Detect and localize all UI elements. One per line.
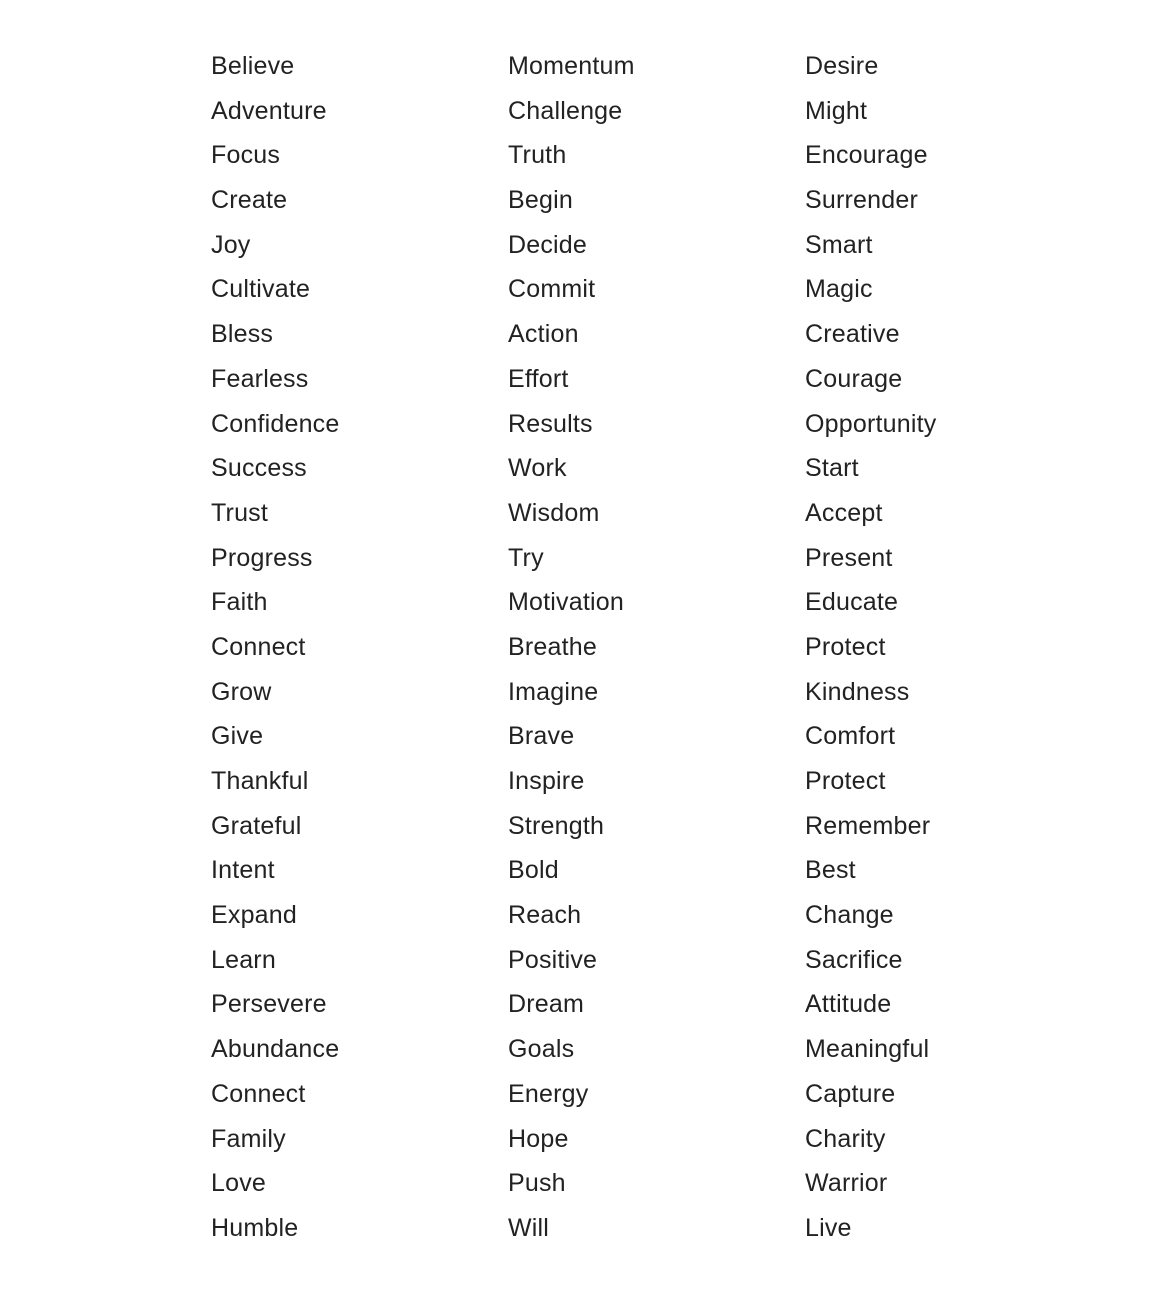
word-item: Attitude bbox=[805, 990, 892, 1019]
word-item: Believe bbox=[211, 52, 295, 80]
word-item: Begin bbox=[508, 186, 573, 215]
word-item: Change bbox=[805, 901, 894, 930]
word-item: Joy bbox=[211, 230, 251, 259]
word-item: Imagine bbox=[508, 677, 599, 706]
word-item: Might bbox=[805, 96, 868, 125]
word-item: Educate bbox=[805, 588, 899, 617]
word-item: Thankful bbox=[211, 767, 309, 795]
word-item: Love bbox=[211, 1169, 267, 1198]
word-item: Goals bbox=[508, 1035, 575, 1064]
word-item: Positive bbox=[508, 945, 598, 974]
word-item: Connect bbox=[211, 1079, 306, 1108]
word-item: Capture bbox=[805, 1079, 896, 1108]
word-item: Meaningful bbox=[805, 1035, 930, 1064]
word-item: Confidence bbox=[211, 409, 340, 438]
word-item: Decide bbox=[508, 230, 588, 259]
word-item: Wisdom bbox=[508, 498, 600, 527]
word-item: Breathe bbox=[508, 632, 597, 661]
word-item: Surrender bbox=[805, 186, 918, 215]
word-item: Effort bbox=[508, 364, 569, 393]
word-item: Results bbox=[508, 409, 593, 438]
word-column-1 bbox=[211, 44, 508, 1251]
word-item: Comfort bbox=[805, 722, 896, 751]
word-item: Persevere bbox=[211, 990, 327, 1019]
word-item: Dream bbox=[508, 990, 585, 1019]
word-item: Abundance bbox=[211, 1035, 340, 1064]
word-item: Connect bbox=[211, 632, 306, 661]
word-item: Commit bbox=[508, 275, 596, 304]
word-item: Creative bbox=[805, 320, 900, 349]
word-list bbox=[211, 44, 1102, 1251]
word-item: Smart bbox=[805, 230, 873, 259]
word-item: Push bbox=[508, 1169, 566, 1198]
word-item: Inspire bbox=[508, 767, 585, 795]
word-item: Learn bbox=[211, 945, 276, 974]
word-item: Courage bbox=[805, 364, 903, 393]
word-item: Brave bbox=[508, 722, 575, 751]
word-item: Fearless bbox=[211, 364, 309, 393]
word-item: Work bbox=[508, 454, 567, 483]
word-item: Humble bbox=[211, 1213, 299, 1242]
word-item: Bold bbox=[508, 856, 559, 885]
word-item: Motivation bbox=[508, 588, 624, 617]
word-item: Progress bbox=[211, 543, 313, 572]
word-item: Adventure bbox=[211, 96, 327, 125]
word-item: Success bbox=[211, 454, 307, 483]
word-item: Trust bbox=[211, 498, 269, 527]
word-item: Family bbox=[211, 1124, 286, 1153]
word-item: Intent bbox=[211, 856, 275, 885]
word-item: Remember bbox=[805, 811, 931, 840]
word-item: Action bbox=[508, 320, 579, 349]
word-item: Opportunity bbox=[805, 409, 937, 438]
word-item: Present bbox=[805, 543, 893, 572]
word-item: Give bbox=[211, 722, 264, 751]
word-item: Faith bbox=[211, 588, 268, 617]
word-item: Challenge bbox=[508, 96, 623, 125]
word-item: Momentum bbox=[508, 52, 635, 80]
word-item: Best bbox=[805, 856, 856, 885]
word-item: Live bbox=[805, 1213, 852, 1242]
word-item: Encourage bbox=[805, 141, 928, 170]
word-item: Try bbox=[508, 543, 544, 572]
word-item: Charity bbox=[805, 1124, 886, 1153]
word-item: Bless bbox=[211, 320, 274, 349]
word-item: Desire bbox=[805, 52, 879, 80]
word-item: Sacrifice bbox=[805, 945, 903, 974]
word-item: Expand bbox=[211, 901, 297, 930]
word-item: Protect bbox=[805, 632, 886, 661]
word-item: Grateful bbox=[211, 811, 302, 840]
word-item: Accept bbox=[805, 498, 883, 527]
word-item: Energy bbox=[508, 1079, 589, 1108]
word-item: Focus bbox=[211, 141, 281, 170]
word-item: Magic bbox=[805, 275, 873, 304]
word-column-3 bbox=[805, 44, 1102, 1251]
word-item: Strength bbox=[508, 811, 605, 840]
word-item: Cultivate bbox=[211, 275, 311, 304]
word-item: Hope bbox=[508, 1124, 569, 1153]
word-item: Will bbox=[508, 1213, 550, 1242]
word-item: Truth bbox=[508, 141, 567, 170]
word-column-2 bbox=[508, 44, 805, 1251]
word-item: Grow bbox=[211, 677, 272, 706]
word-item: Start bbox=[805, 454, 859, 483]
word-item: Reach bbox=[508, 901, 582, 930]
word-item: Kindness bbox=[805, 677, 910, 706]
word-item: Warrior bbox=[805, 1169, 888, 1198]
word-item: Protect bbox=[805, 767, 886, 795]
word-item: Create bbox=[211, 186, 288, 215]
